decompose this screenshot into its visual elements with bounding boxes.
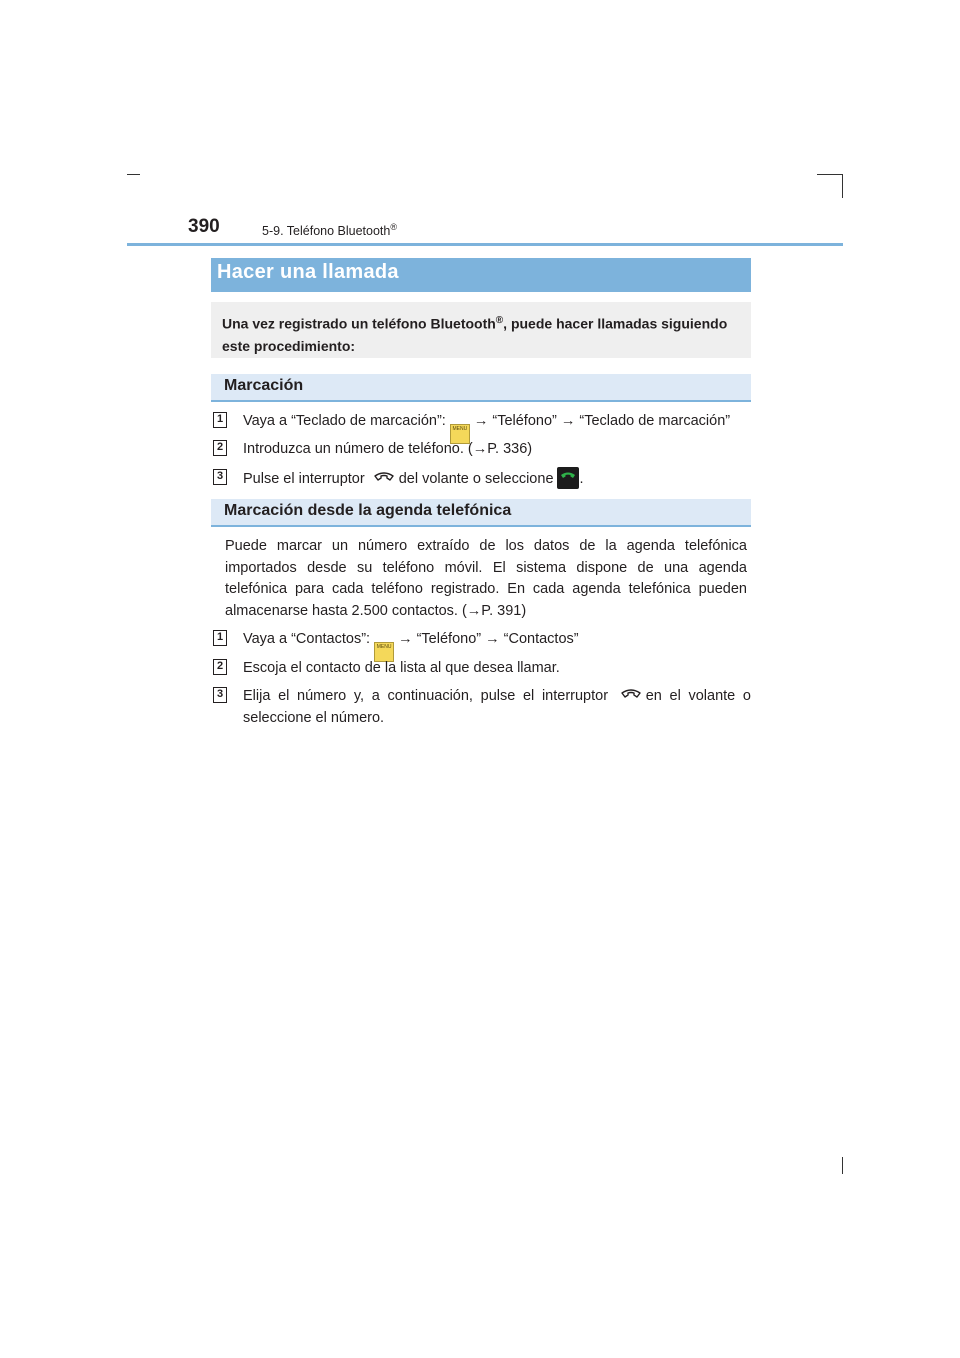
- subheading-marcacion: Marcación: [211, 374, 751, 402]
- agenda-step-2: 2 Escoja el contacto de la lista al que desea llamar.: [213, 657, 751, 679]
- step-number: 2: [213, 659, 227, 675]
- page-number: 390: [188, 216, 220, 237]
- step-number: 1: [213, 630, 227, 646]
- page-title: Hacer una llamada: [211, 258, 751, 292]
- handset-icon: [620, 689, 642, 703]
- header-rule: [127, 243, 843, 246]
- step-number: 1: [213, 412, 227, 428]
- subheading-agenda: Marcación desde la agenda telefónica: [211, 499, 751, 527]
- marcacion-step-1: 1 Vaya a “Teclado de marcación”: MENU → “Teléfono” → “Teclado de marcación”: [213, 410, 751, 444]
- marcacion-step-2: 2 Introduzca un número de teléfono. (→P. 336): [213, 438, 751, 460]
- crop-mark-top-left: [127, 174, 140, 175]
- handset-icon: [373, 472, 395, 486]
- intro-box: Una vez registrado un teléfono Bluetooth®, puede hacer llamadas siguiendo este procedimiento:: [211, 302, 751, 358]
- step-number: 3: [213, 687, 227, 703]
- crop-mark-bottom-right: [842, 1157, 843, 1174]
- section-reference: 5-9. Teléfono Bluetooth®: [262, 222, 397, 239]
- call-button-icon[interactable]: [557, 467, 579, 489]
- menu-button-icon[interactable]: MENU: [374, 642, 394, 662]
- step-number: 3: [213, 469, 227, 485]
- marcacion-step-3: 3 Pulse el interruptor del volante o seleccione .: [213, 467, 751, 490]
- crop-mark-top-right-v: [842, 174, 843, 198]
- agenda-step-1: 1 Vaya a “Contactos”: MENU → “Teléfono” → “Contactos”: [213, 628, 751, 662]
- crop-mark-top-right-h: [817, 174, 843, 175]
- agenda-paragraph: Puede marcar un número extraído de los datos de la agenda telefónica importados desde su teléfono móvil. El sistema dispone de una agenda telefónica para cada teléfono registrado. En cada agenda telefónica pueden almacenarse hasta 2.500 contactos. (→P. 391): [225, 538, 747, 619]
- agenda-step-3: 3 Elija el número y, a continuación, pulse el interruptor en el volante o seleccione el número.: [213, 685, 751, 729]
- step-number: 2: [213, 440, 227, 456]
- menu-button-icon[interactable]: MENU: [450, 424, 470, 444]
